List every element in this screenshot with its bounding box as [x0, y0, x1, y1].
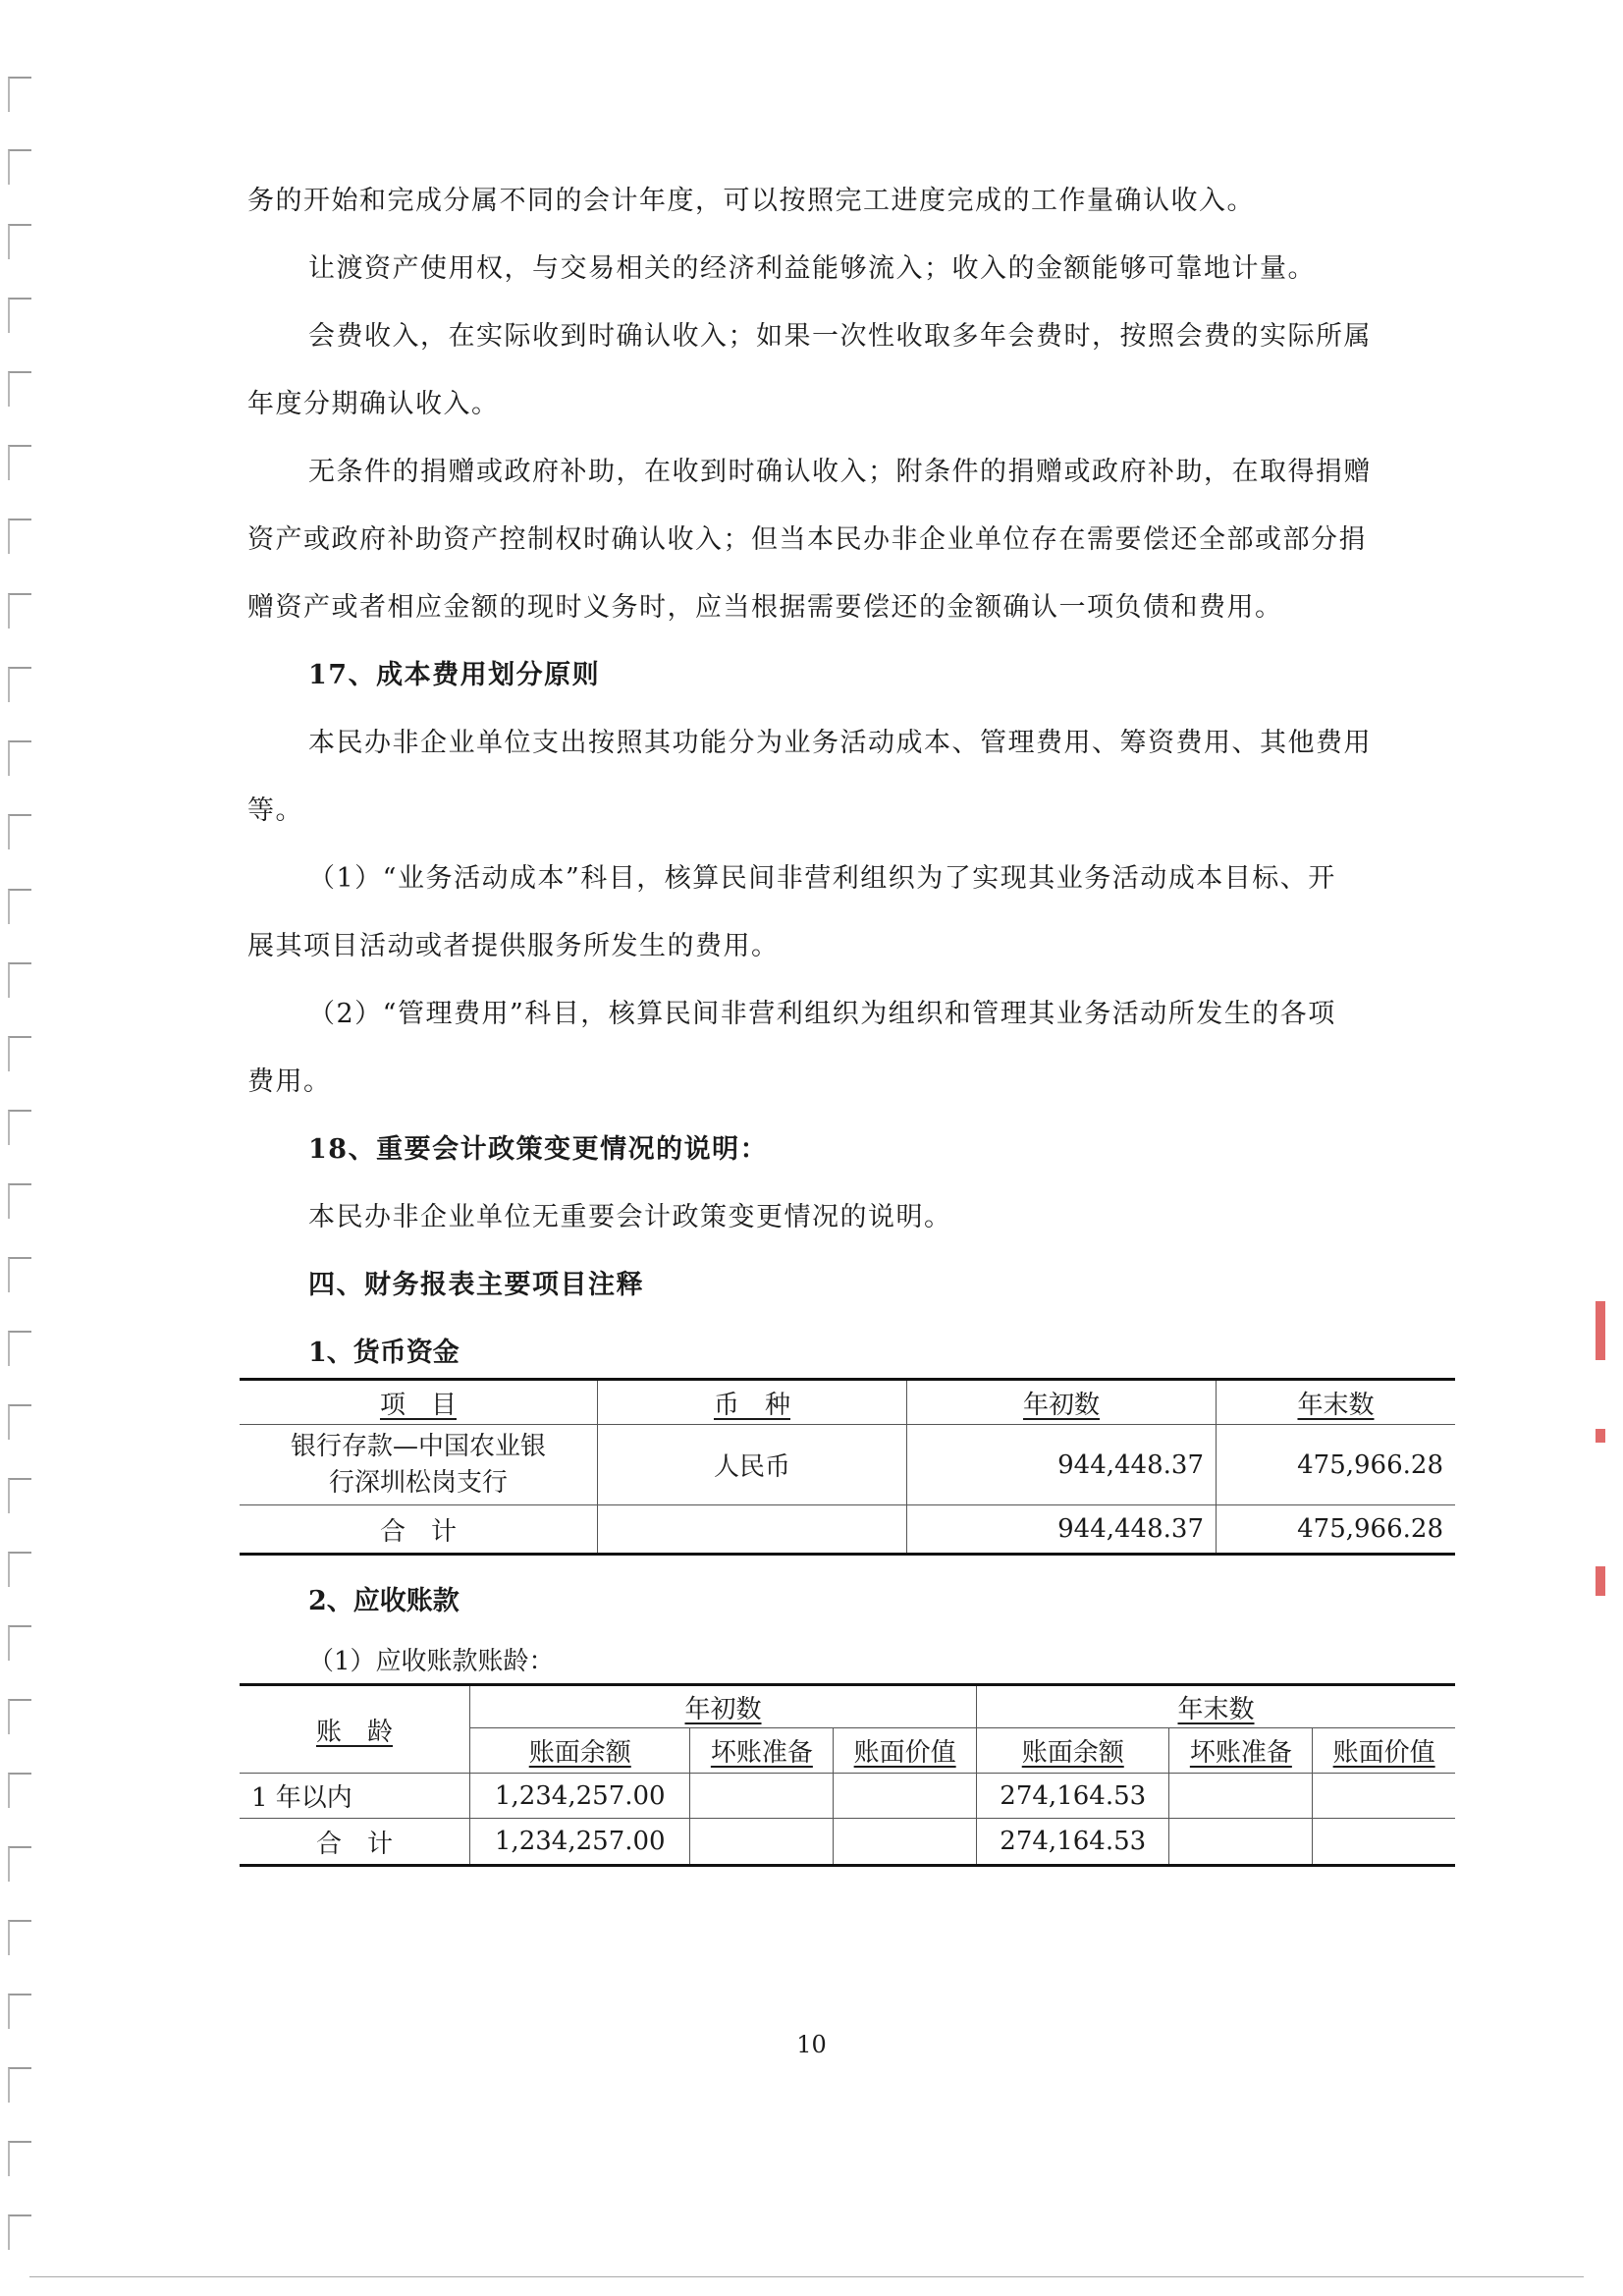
cell-currency: 人民币 — [598, 1425, 907, 1505]
cell-value — [1313, 1774, 1455, 1819]
paragraph-line: 资产或政府补助资产控制权时确认收入；但当本民办非企业单位存在需要偿还全部或部分捐 — [247, 524, 1367, 555]
column-header: 坏账准备 — [1189, 1738, 1292, 1768]
cell-end: 475,966.28 — [1217, 1425, 1456, 1505]
cell-value — [834, 1819, 977, 1866]
table-header-row — [240, 1685, 1455, 1728]
page-number: 10 — [796, 2031, 827, 2058]
paragraph-line: 展其项目活动或者提供服务所发生的费用。 — [247, 931, 780, 961]
paragraph-line: （1）“业务活动成本”科目，核算民间非营利组织为了实现其业务活动成本目标、开 — [308, 863, 1336, 894]
paragraph-line: 让渡资产使用权，与交易相关的经济利益能够流入；收入的金额能够可靠地计量。 — [308, 253, 1316, 284]
paragraph-line: 赠资产或者相应金额的现时义务时，应当根据需要偿还的金额确认一项负债和费用。 — [247, 592, 1283, 623]
receivables-aging-table — [240, 1683, 1455, 1867]
paragraph-line: （2）“管理费用”科目，核算民间非营利组织为组织和管理其业务活动所发生的各项 — [308, 999, 1336, 1029]
column-header: 账面余额 — [528, 1738, 631, 1768]
column-header: 账面价值 — [853, 1738, 956, 1768]
section-18-heading: 18、重要会计政策变更情况的说明： — [308, 1134, 769, 1165]
binding-hole-marks — [0, 0, 39, 2296]
section-18-body: 本民办非企业单位无重要会计政策变更情况的说明。 — [308, 1202, 952, 1232]
column-group-header: 年末数 — [1177, 1694, 1255, 1724]
cash-table — [240, 1378, 1455, 1556]
cell-value — [1169, 1819, 1313, 1866]
cash-table-title: 1、货币资金 — [308, 1338, 460, 1368]
document-body — [247, 167, 1443, 1867]
section-4-heading: 四、财务报表主要项目注释 — [308, 1270, 644, 1300]
table-total-row — [240, 1819, 1455, 1866]
cell-total-end: 475,966.28 — [1217, 1505, 1456, 1555]
cell-value — [1313, 1819, 1455, 1866]
paragraph-line: 会费收入，在实际收到时确认收入；如果一次性收取多年会费时，按照会费的实际所属 — [308, 321, 1372, 352]
cell-value: 274,164.53 — [977, 1819, 1169, 1866]
cell-item: 银行存款—中国农业银 — [290, 1431, 546, 1461]
paragraph-line: 本民办非企业单位支出按照其功能分为业务活动成本、管理费用、筹资费用、其他费用 — [308, 728, 1372, 758]
cell-value — [690, 1819, 834, 1866]
cell-value: 1,234,257.00 — [470, 1774, 690, 1819]
cell-value — [1169, 1774, 1313, 1819]
table-header-row — [240, 1380, 1455, 1425]
paragraph-line: 年度分期确认收入。 — [247, 389, 500, 419]
cell-begin: 944,448.37 — [907, 1425, 1217, 1505]
red-stamp-edge-1 — [1596, 1301, 1605, 1360]
column-header: 账面价值 — [1332, 1738, 1435, 1768]
cell-value — [690, 1774, 834, 1819]
column-header: 年末数 — [1297, 1390, 1375, 1420]
cell-total-label: 合 计 — [240, 1819, 470, 1866]
cell-total-currency — [598, 1505, 907, 1555]
table-row — [240, 1425, 1455, 1505]
cell-value: 274,164.53 — [977, 1774, 1169, 1819]
paragraph-line: 等。 — [247, 795, 303, 826]
receivables-subtitle: （1）应收账款账龄： — [308, 1647, 555, 1676]
column-header: 账 龄 — [315, 1717, 393, 1747]
cell-age: 1 年以内 — [240, 1774, 470, 1819]
paragraph-line: 费用。 — [247, 1066, 332, 1097]
red-stamp-edge-2 — [1596, 1429, 1605, 1443]
column-group-header: 年初数 — [684, 1694, 762, 1724]
cell-value — [834, 1774, 977, 1819]
page-edge-line — [29, 2276, 1584, 2277]
column-header: 账面余额 — [1021, 1738, 1124, 1768]
receivables-title: 2、应收账款 — [308, 1586, 460, 1616]
cell-total-label: 合 计 — [240, 1505, 598, 1555]
paragraph-line: 无条件的捐赠或政府补助，在收到时确认收入；附条件的捐赠或政府补助，在取得捐赠 — [308, 457, 1372, 487]
table-total-row — [240, 1505, 1455, 1555]
cell-total-begin: 944,448.37 — [907, 1505, 1217, 1555]
section-17-heading: 17、成本费用划分原则 — [308, 660, 601, 690]
cell-value: 1,234,257.00 — [470, 1819, 690, 1866]
paragraph-line: 务的开始和完成分属不同的会计年度，可以按照完工进度完成的工作量确认收入。 — [247, 186, 1255, 216]
table-row — [240, 1774, 1455, 1819]
cell-item: 行深圳松岗支行 — [328, 1467, 508, 1498]
red-stamp-edge-3 — [1596, 1566, 1605, 1596]
column-header: 项 目 — [379, 1390, 457, 1420]
column-header: 年初数 — [1022, 1390, 1100, 1420]
column-header: 坏账准备 — [710, 1738, 813, 1768]
column-header: 币 种 — [713, 1390, 790, 1420]
